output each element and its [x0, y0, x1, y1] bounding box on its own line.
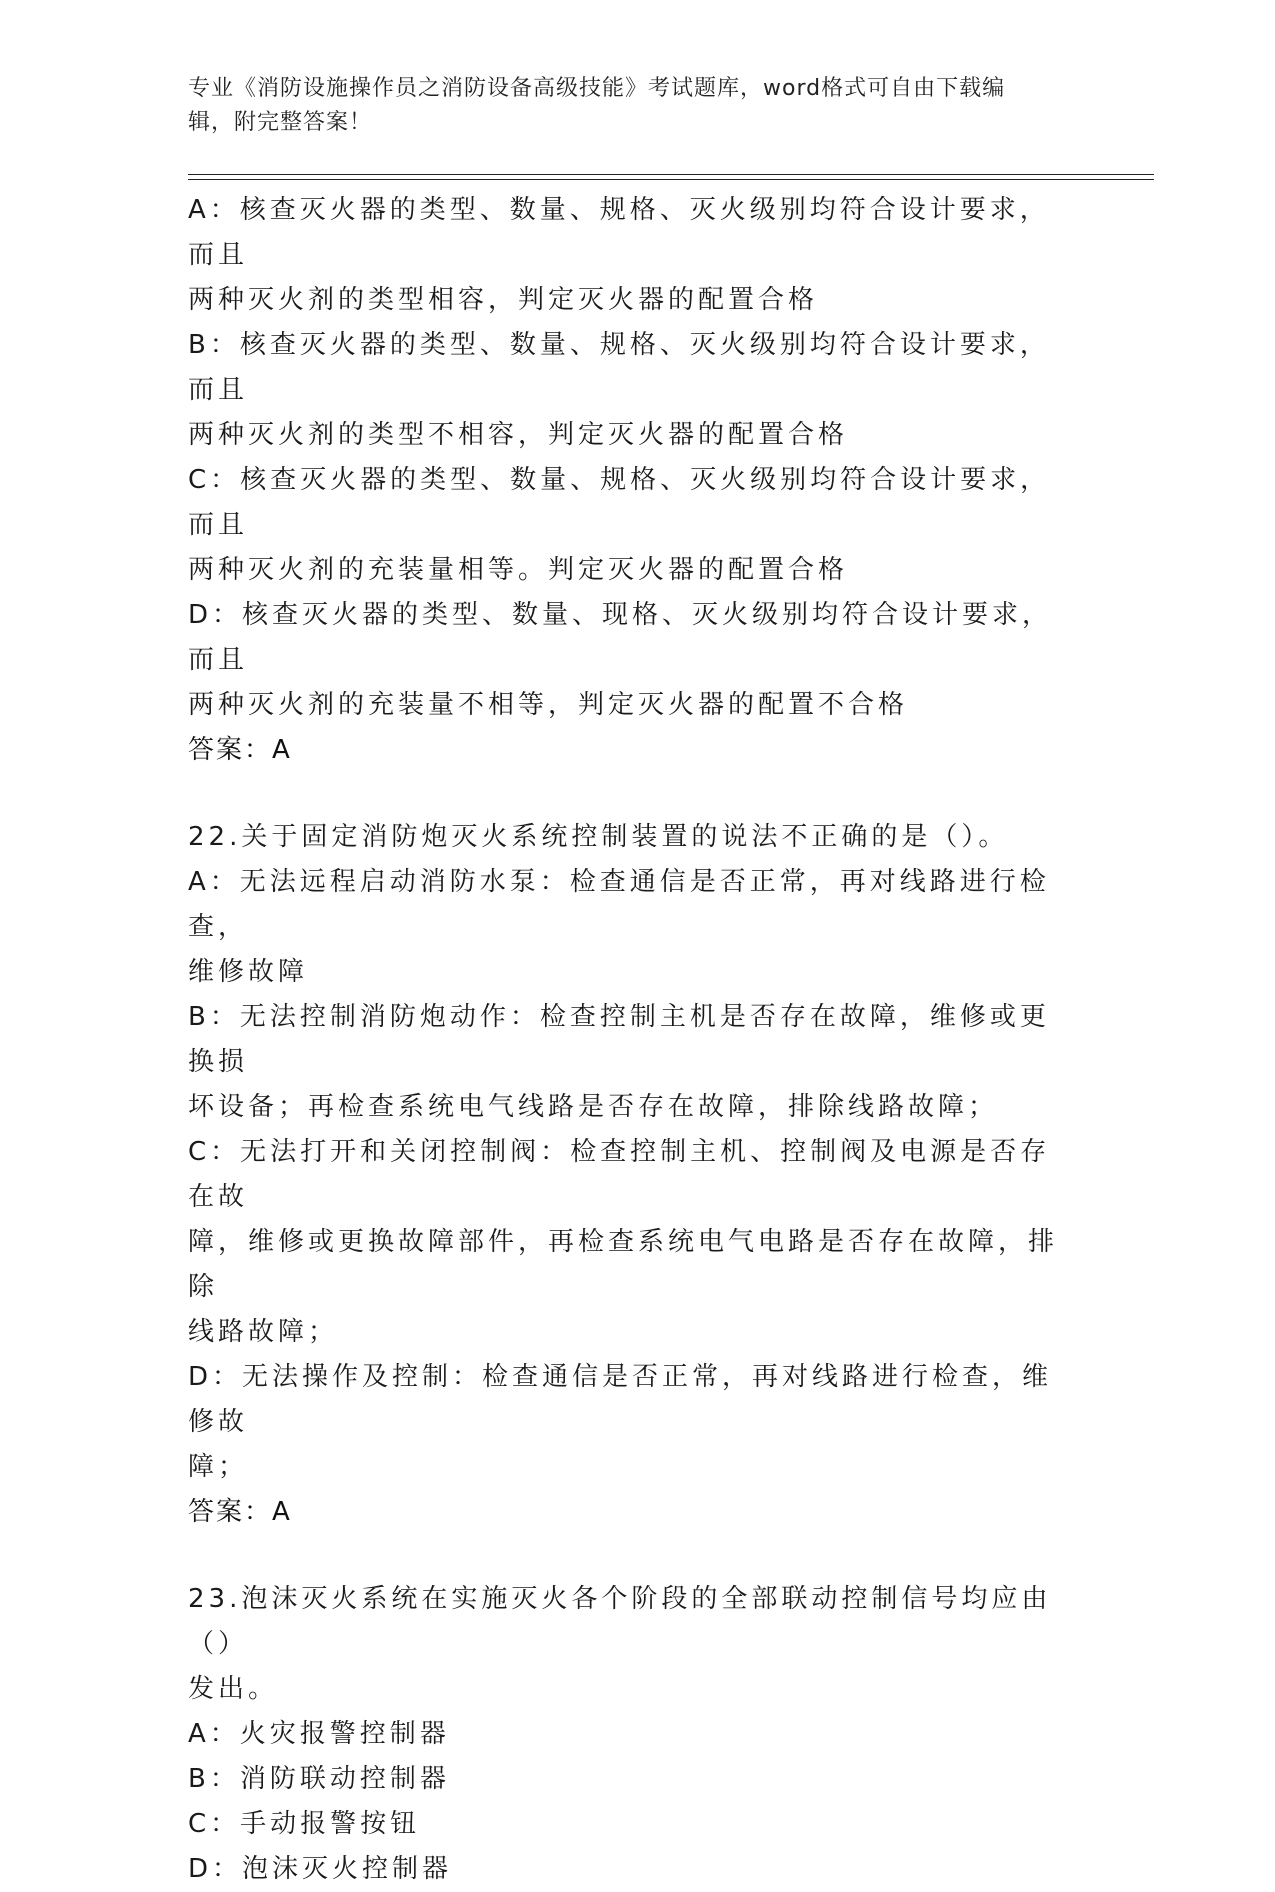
- q21-option-line: C：核查灭火器的类型、数量、规格、灭火级别均符合设计要求，而且: [188, 465, 1051, 540]
- q21-option-line: 两种灭火剂的充装量相等。判定灭火器的配置合格: [188, 555, 849, 585]
- q21-option-line: 两种灭火剂的类型不相容，判定灭火器的配置合格: [188, 420, 849, 450]
- q22-option-line: B：无法控制消防炮动作：检查控制主机是否存在故障，维修或更换损: [188, 1002, 1050, 1077]
- q22-option-line: C：无法打开和关闭控制阀：检查控制主机、控制阀及电源是否存在故: [188, 1137, 1051, 1212]
- q22-option-line: 线路故障；: [188, 1317, 339, 1347]
- q23-stem-cont: 发出。: [188, 1674, 279, 1704]
- q21-option-line: D：核查灭火器的类型、数量、现格、灭火级别均符合设计要求，而且: [188, 600, 1053, 675]
- q23-stem: 23.泡沫灭火系统在实施灭火各个阶段的全部联动控制信号均应由（）: [188, 1584, 1052, 1659]
- question-content: [188, 188, 1078, 1892]
- q21-option-line: 两种灭火剂的充装量不相等，判定灭火器的配置不合格: [188, 690, 909, 720]
- header-line-2: 辑，附完整答案！: [188, 110, 373, 135]
- q23-option-b: B：消防联动控制器: [188, 1764, 450, 1794]
- q21-option-line: A：核查灭火器的类型、数量、规格、灭火级别均符合设计要求，而且: [188, 195, 1050, 270]
- q22-option-line: 障；: [188, 1452, 249, 1482]
- q22-option-line: 坏设备；再检查系统电气线路是否存在故障，排除线路故障；: [188, 1092, 999, 1122]
- q21-option-line: 两种灭火剂的类型相容，判定灭火器的配置合格: [188, 285, 819, 315]
- question-22: [188, 815, 1078, 1535]
- header-divider-bottom: [188, 179, 1154, 180]
- question-21: [188, 188, 1078, 773]
- q23-option-d: D：泡沫灭火控制器: [188, 1854, 453, 1884]
- q22-option-line: D：无法操作及控制：检查通信是否正常，再对线路进行检查，维修故: [188, 1362, 1053, 1437]
- q21-option-line: B：核查灭火器的类型、数量、规格、灭火级别均符合设计要求，而且: [188, 330, 1050, 405]
- q22-answer: 答案：A: [188, 1497, 292, 1527]
- q21-answer: 答案：A: [188, 735, 292, 765]
- q23-option-c: C：手动报警按钮: [188, 1809, 421, 1839]
- question-23: [188, 1577, 1078, 1892]
- q23-option-a: A：火灾报警控制器: [188, 1719, 450, 1749]
- q22-option-line: 维修故障: [188, 957, 309, 987]
- document-header: [188, 72, 1068, 140]
- q22-option-line: 障，维修或更换故障部件，再检查系统电气电路是否存在故障，排除: [188, 1227, 1059, 1302]
- q22-stem: 22.关于固定消防炮灭火系统控制装置的说法不正确的是（）。: [188, 822, 1009, 852]
- header-line-1: 专业《消防设施操作员之消防设备高级技能》考试题库，word格式可自由下载编: [188, 76, 1006, 101]
- q22-option-line: A：无法远程启动消防水泵：检查通信是否正常，再对线路进行检查，: [188, 867, 1050, 942]
- header-divider-top: [188, 174, 1154, 175]
